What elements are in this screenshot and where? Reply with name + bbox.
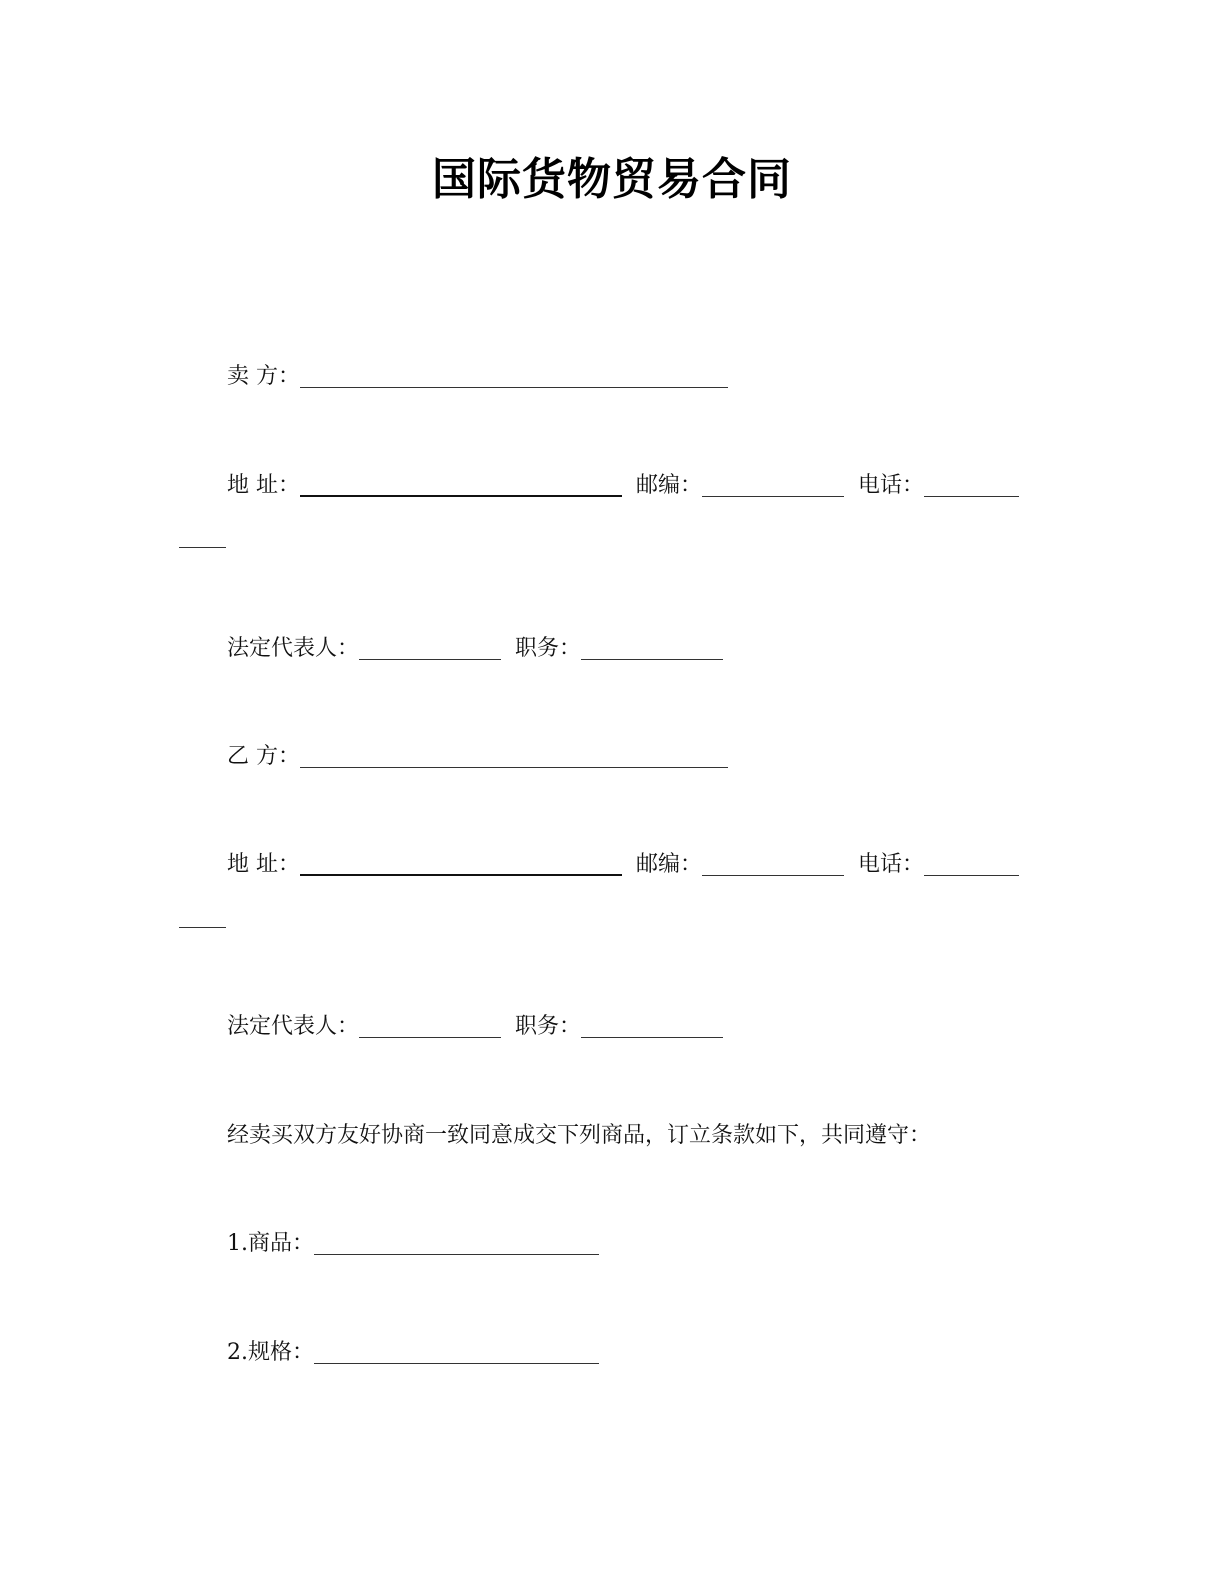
postcode-label: 邮编：: [636, 852, 703, 877]
item-1-label: 1.商品：: [227, 1231, 314, 1256]
position-label: 职务：: [515, 636, 582, 661]
party-b-line: [227, 742, 728, 772]
seller-legal-rep-field[interactable]: [359, 658, 501, 660]
seller-position-field[interactable]: [581, 658, 723, 660]
seller-postcode-field[interactable]: [702, 495, 844, 497]
item-2-field[interactable]: [314, 1362, 599, 1364]
seller-phone-field[interactable]: [924, 495, 1019, 497]
phone-label: 电话：: [858, 473, 925, 498]
position-label: 职务：: [515, 1014, 582, 1039]
party-b-address-line: [227, 850, 1019, 880]
seller-line: [227, 362, 728, 392]
party-b-label: 乙 方：: [227, 744, 300, 769]
seller-field[interactable]: [300, 386, 728, 388]
seller-address-field[interactable]: [300, 494, 622, 497]
party-b-position-field[interactable]: [581, 1036, 723, 1038]
party-b-phone-field-continued[interactable]: [179, 926, 226, 928]
address-label: 地 址：: [227, 852, 300, 877]
party-b-postcode-field[interactable]: [702, 874, 844, 876]
party-b-phone-field[interactable]: [924, 874, 1019, 876]
seller-legal-rep-line: [227, 634, 723, 664]
party-b-legal-rep-field[interactable]: [359, 1036, 501, 1038]
legal-rep-label: 法定代表人：: [227, 1014, 360, 1039]
seller-label: 卖 方：: [227, 364, 300, 389]
party-b-address-field[interactable]: [300, 873, 622, 876]
item-2-line: [227, 1338, 599, 1368]
postcode-label: 邮编：: [636, 473, 703, 498]
seller-address-line: [227, 471, 1019, 501]
intro-text: 经卖买双方友好协商一致同意成交下列商品，订立条款如下，共同遵守：: [227, 1123, 932, 1148]
phone-label: 电话：: [858, 852, 925, 877]
item-1-line: [227, 1229, 599, 1259]
seller-phone-field-continued[interactable]: [179, 546, 226, 548]
party-b-field[interactable]: [300, 766, 728, 768]
item-1-field[interactable]: [314, 1253, 599, 1255]
item-2-label: 2.规格：: [227, 1340, 314, 1365]
legal-rep-label: 法定代表人：: [227, 636, 360, 661]
intro-paragraph: [227, 1121, 931, 1151]
address-label: 地 址：: [227, 473, 300, 498]
document-title: 国际货物贸易合同: [432, 154, 792, 205]
party-b-legal-rep-line: [227, 1012, 723, 1042]
